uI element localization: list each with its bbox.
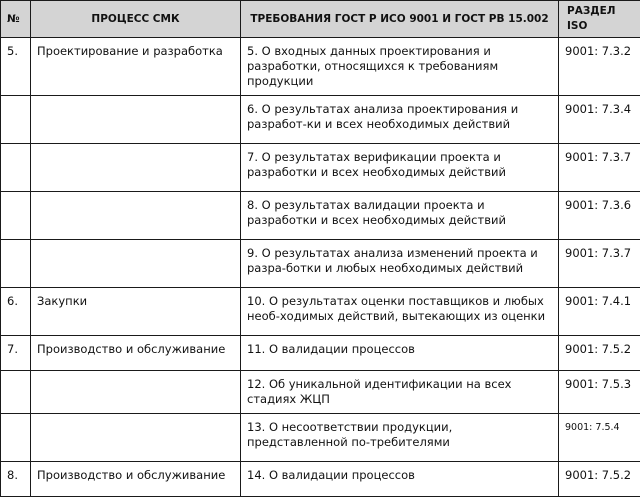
- row-number: 5.: [1, 38, 31, 96]
- header-row: [1, 1, 640, 38]
- row-process: [31, 414, 241, 462]
- header-process: ПРОЦЕСС СМК: [31, 1, 241, 38]
- row-requirement: 5. О входных данных проектирования и разработки, относящихся к требованиям продукции: [241, 38, 559, 96]
- row-requirement: 6. О результатах анализа проектирования и разработ-ки и всех необходимых действий: [241, 96, 559, 144]
- row-iso-section: 9001: 7.5.2: [559, 462, 640, 497]
- table-header: [1, 1, 640, 38]
- row-requirement: 14. О валидации процессов: [241, 462, 559, 497]
- row-iso-section: 9001: 7.3.4: [559, 96, 640, 144]
- row-number: [1, 240, 31, 288]
- header-requirements: ТРЕБОВАНИЯ ГОСТ Р ИСО 9001 И ГОСТ РВ 15.002: [241, 1, 559, 38]
- row-process: [31, 240, 241, 288]
- row-iso-section: 9001: 7.3.2: [559, 38, 640, 96]
- row-requirement: 10. О результатах оценки поставщиков и любых необ-ходимых действий, вытекающих из оценки: [241, 288, 559, 336]
- table-row: [1, 144, 640, 192]
- row-process: Закупки: [31, 288, 241, 336]
- row-iso-section: 9001: 7.5.3: [559, 371, 640, 414]
- row-number: [1, 414, 31, 462]
- table-row: [1, 371, 640, 414]
- table-row: [1, 96, 640, 144]
- row-number: [1, 371, 31, 414]
- table-row: [1, 240, 640, 288]
- row-process: [31, 371, 241, 414]
- table-row: [1, 462, 640, 497]
- row-number: 7.: [1, 336, 31, 371]
- row-requirement: 8. О результатах валидации проекта и разработки и всех необходимых действий: [241, 192, 559, 240]
- header-number: №: [1, 1, 31, 38]
- row-requirement: 9. О результатах анализа изменений проекта и разра-ботки и любых необходимых действий: [241, 240, 559, 288]
- row-iso-section: 9001: 7.3.6: [559, 192, 640, 240]
- row-iso-section: 9001: 7.3.7: [559, 240, 640, 288]
- row-iso-section: 9001: 7.3.7: [559, 144, 640, 192]
- row-requirement: 13. О несоответствии продукции, представленной по-требителями: [241, 414, 559, 462]
- row-number: 6.: [1, 288, 31, 336]
- table-row: [1, 288, 640, 336]
- table-body: [1, 38, 640, 497]
- row-process: [31, 144, 241, 192]
- row-requirement: 7. О результатах верификации проекта и разработки и всех необходимых действий: [241, 144, 559, 192]
- row-number: [1, 96, 31, 144]
- row-process: Проектирование и разработка: [31, 38, 241, 96]
- table-row: [1, 336, 640, 371]
- row-iso-section: 9001: 7.5.2: [559, 336, 640, 371]
- row-number: [1, 192, 31, 240]
- table-row: [1, 192, 640, 240]
- row-number: 8.: [1, 462, 31, 497]
- row-iso-section: 9001: 7.4.1: [559, 288, 640, 336]
- table-row: [1, 38, 640, 96]
- row-number: [1, 144, 31, 192]
- row-process: [31, 192, 241, 240]
- row-process: Производство и обслуживание: [31, 336, 241, 371]
- row-iso-section: 9001: 7.5.4: [559, 414, 640, 462]
- header-iso-section: РАЗДЕЛ ISO: [559, 1, 640, 38]
- row-requirement: 11. О валидации процессов: [241, 336, 559, 371]
- row-process: [31, 96, 241, 144]
- row-process: Производство и обслуживание: [31, 462, 241, 497]
- table-row: [1, 414, 640, 462]
- row-requirement: 12. Об уникальной идентификации на всех стадиях ЖЦП: [241, 371, 559, 414]
